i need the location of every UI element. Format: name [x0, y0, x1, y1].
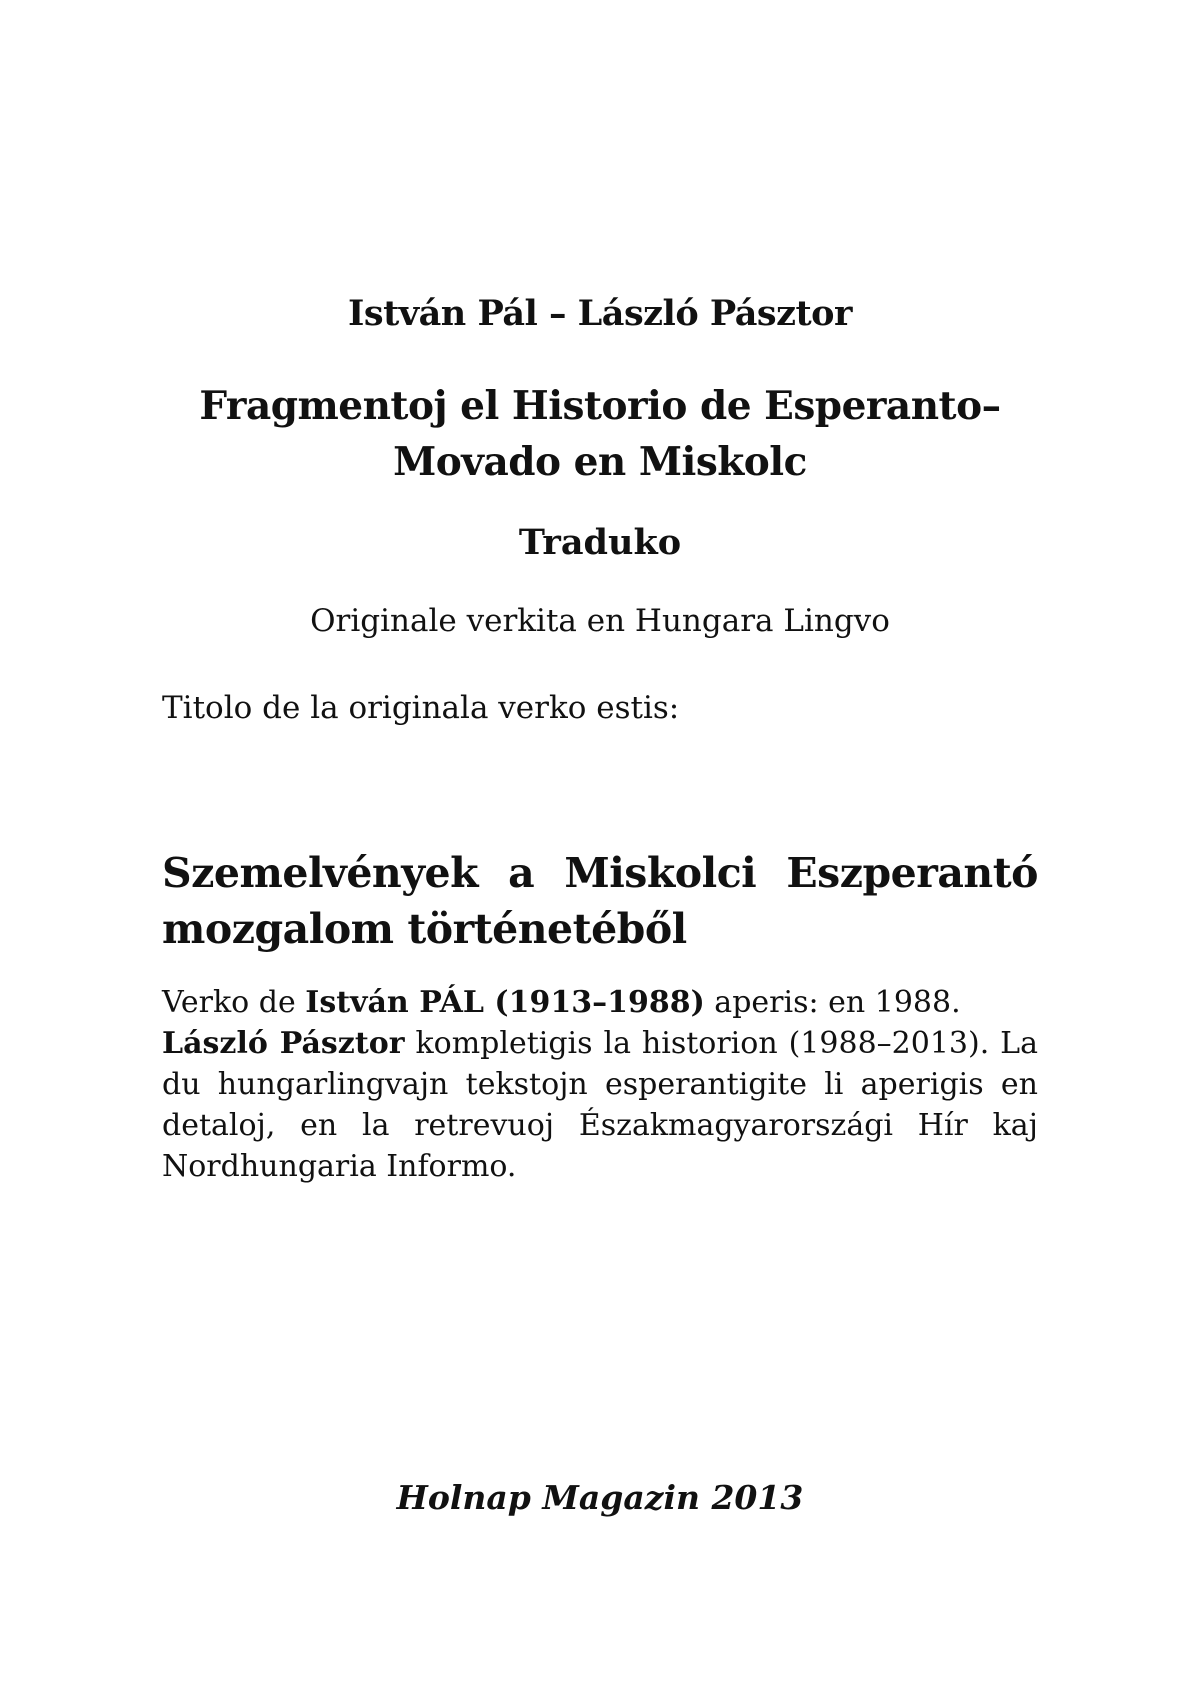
- original-title: Szemelvények a Miskolci Eszperantó mozgalom történetéből: [162, 849, 1038, 953]
- original-language-note: Originale verkita en Hungara Lingvo: [310, 603, 890, 639]
- description-paragraph: [162, 982, 1038, 1187]
- book-title-line-1: Fragmentoj el Historio de Esperanto–: [199, 383, 1001, 429]
- book-title: [160, 378, 1040, 490]
- description-line-2: [162, 1026, 1038, 1184]
- book-title-line-2: Movado en Miskolc: [393, 439, 807, 485]
- description-suffix: aperis: en 1988.: [704, 985, 961, 1020]
- author-1-name-dates: István PÁL (1913–1988): [305, 985, 705, 1020]
- description-line-1: [162, 982, 1038, 1023]
- translation-label: Traduko: [518, 522, 682, 563]
- original-title-intro: Titolo de la originala verko estis:: [162, 690, 680, 726]
- authors-heading: István Pál – László Pásztor: [348, 293, 852, 334]
- description-prefix: Verko de: [162, 985, 306, 1020]
- publisher-footer: Holnap Magazin 2013: [396, 1478, 804, 1517]
- author-2-name: László Pásztor: [162, 1026, 405, 1061]
- description-rest: kompletigis la historion (1988–2013). La du hungarlingvajn tekstojn esperantigite li aperigis en detaloj, en la retrevuoj Északmagyarországi Hír kaj Nordhungaria Informo.: [162, 1026, 1038, 1184]
